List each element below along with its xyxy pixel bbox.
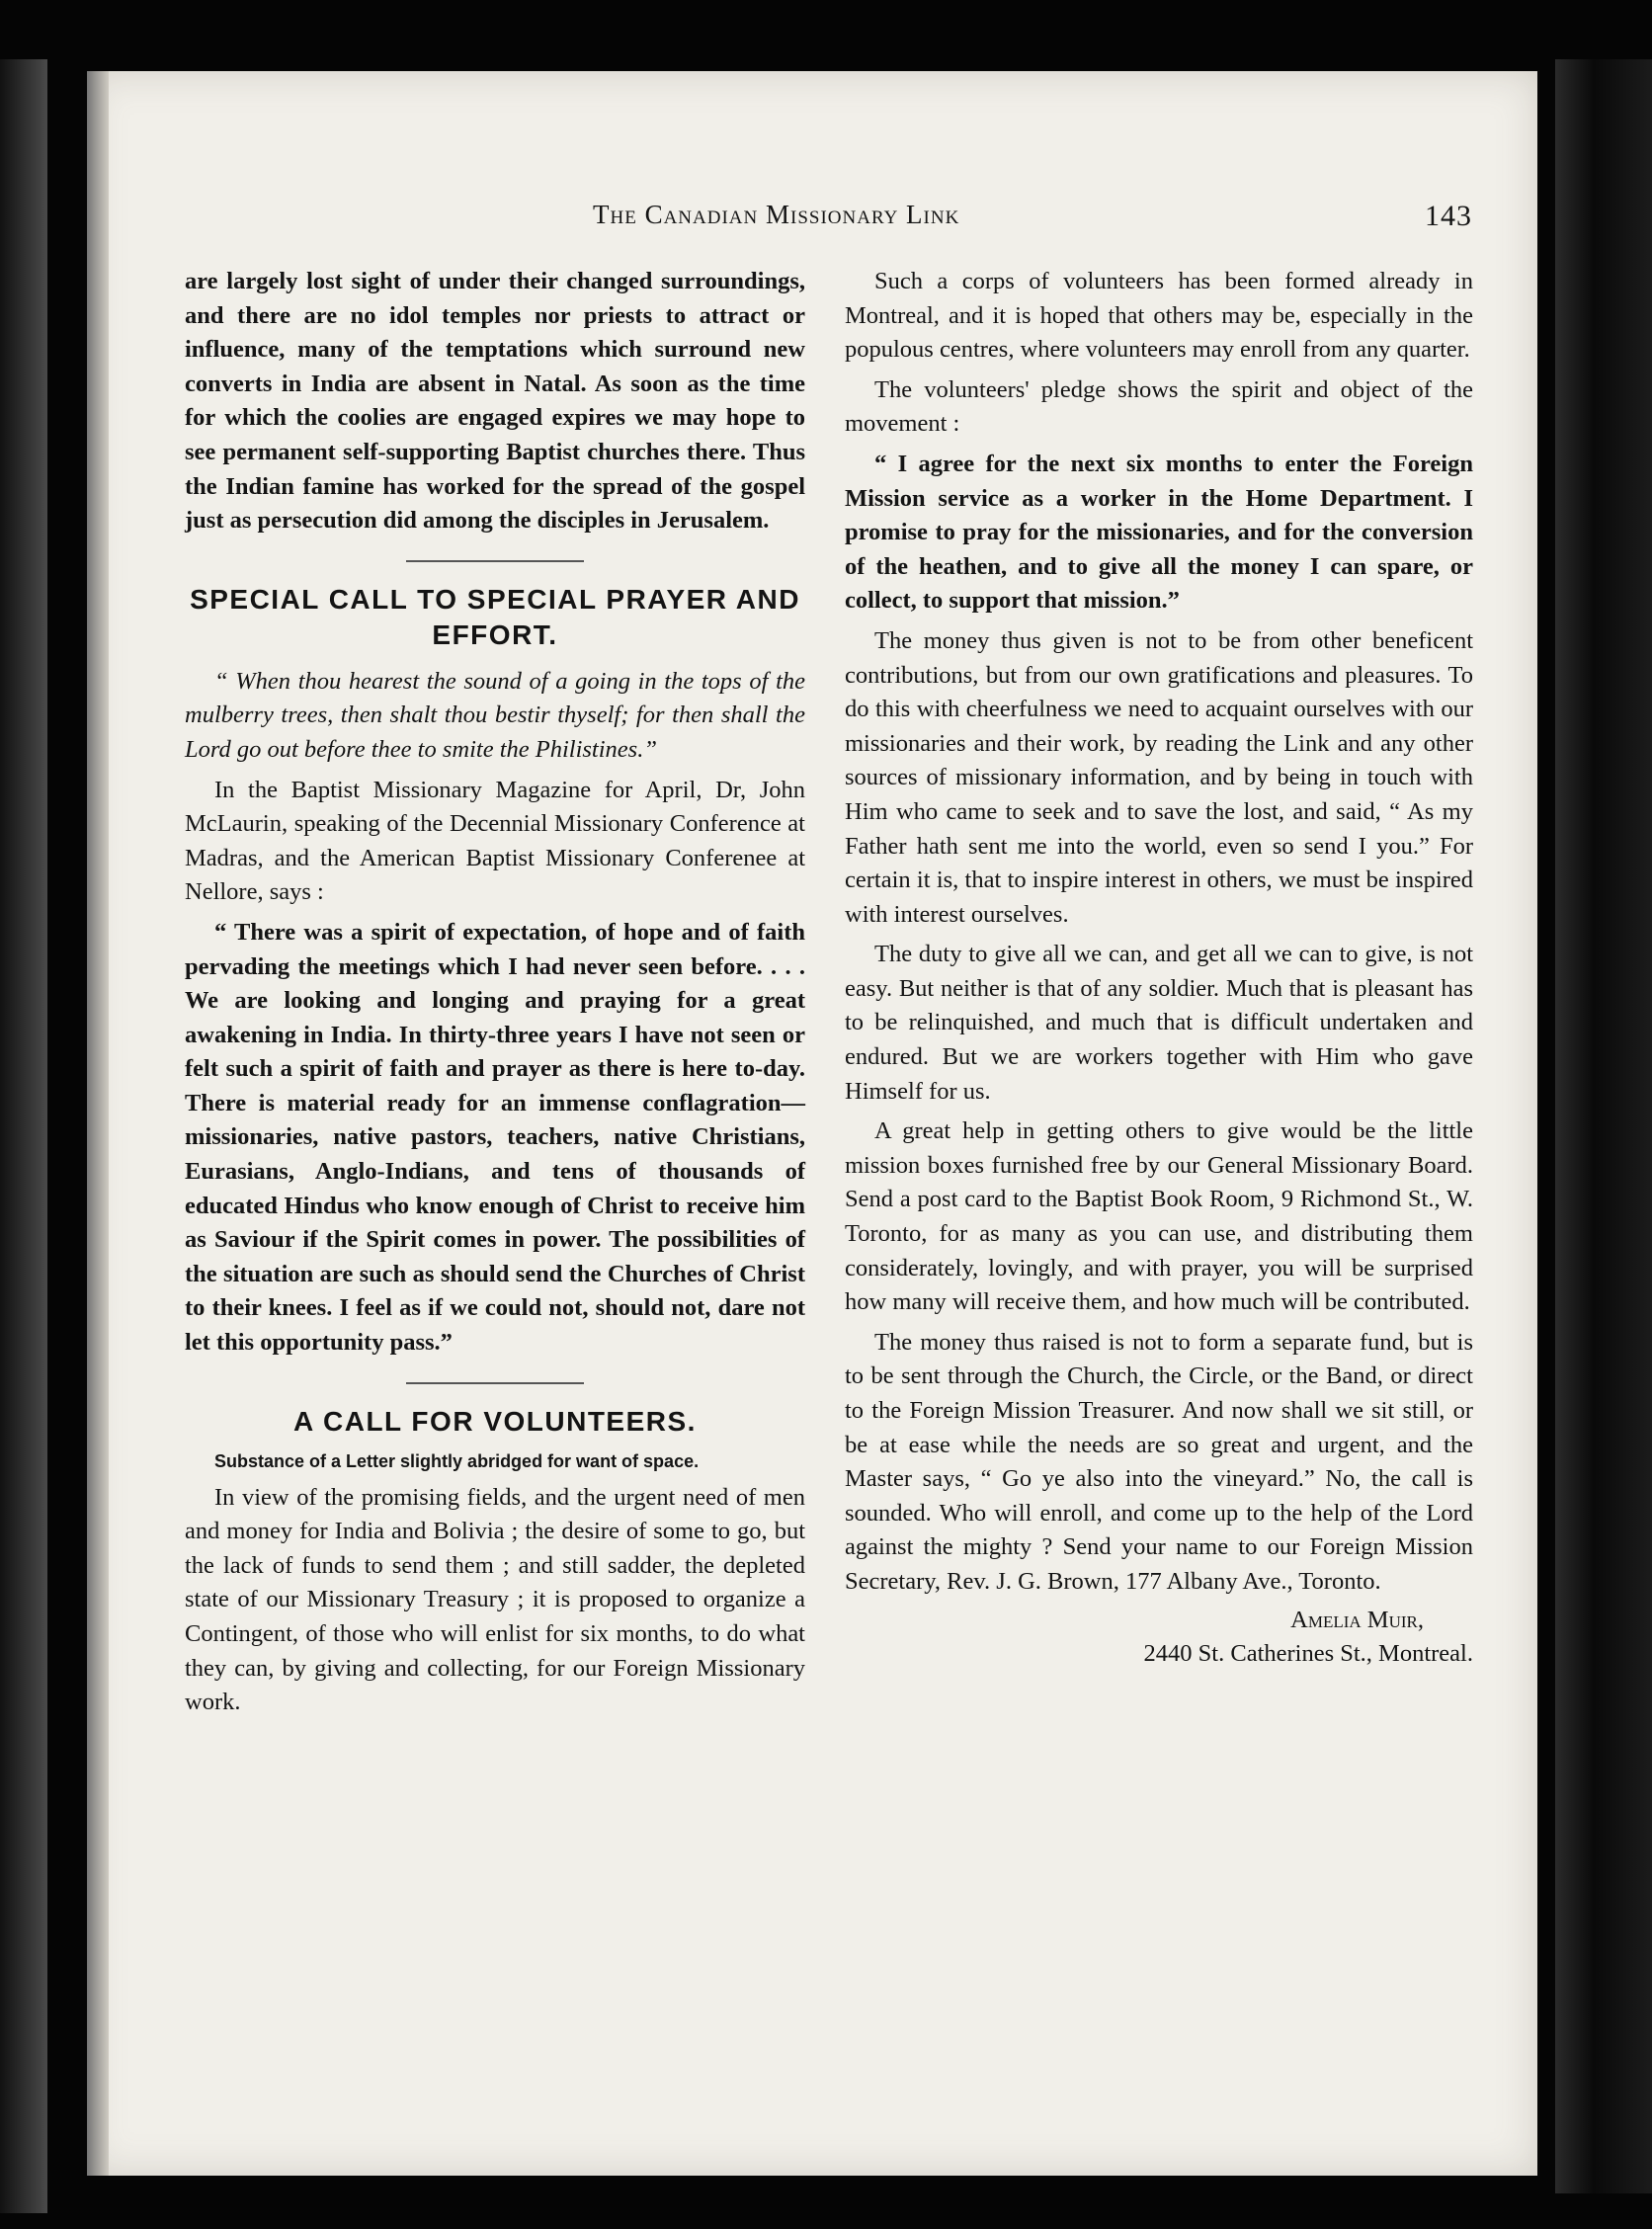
page-number: 143: [1425, 200, 1472, 232]
paragraph: In the Baptist Missionary Magazine for April, Dr, John McLaurin, speaking of the Decennial Missionary Conference at Madras, and the American Baptist Missionary Conferenee at Nellore, says :: [185, 776, 805, 906]
pledge-quote: “ I agree for the next six months to enter the Foreign Mission service as a worker in the Home Department. I promise to pray for the missionaries, and for the conversion of the heathen, and to give all the money I can spare, or collect, to support that mission.”: [845, 450, 1473, 615]
paragraph: A great help in getting others to give would be the little mission boxes furnished free by our General Missionary Board. Send a post card to the Baptist Book Room, 9 Richmond St., W. Toronto, for as many as you can use, and distributing them considerately, lovingly, and with prayer, you will be surprised how many will receive them, and how much will be contributed.: [845, 1117, 1473, 1316]
paragraph: The money thus given is not to be from other beneficent contributions, but from our own gratifications and pleasures. To do this with cheerfulness we need to acquaint ourselves with our missionaries and their work, by reading the Link and any other sources of missionary information, and by being in touch with Him who came to seek and to save the lost, and said, “ As my Father hath sent me into the world, even so send I you.” For certain it is, that to inspire interest in others, we must be inspired with interest ourselves.: [845, 626, 1473, 928]
section-divider: [406, 560, 584, 562]
paragraph: The money thus raised is not to form a separate fund, but is to be sent through the Church, the Circle, or the Band, or direct to the Foreign Mission Treasurer. And now shall we sit still, or be at ease while the needs are so great and urgent, and the Master says, “ Go ye also into the vineyard.” No, the call is sounded. Who will enroll, and come up to the help of the Lord against the mighty ? Send your name to our Foreign Mission Secretary, Rev. J. G. Brown, 177 Albany Ave., Toronto.: [845, 1328, 1473, 1595]
signature-address: 2440 St. Catherines St., Montreal.: [1143, 1640, 1473, 1668]
paragraph: The volunteers' pledge shows the spirit and object of the movement :: [845, 375, 1473, 438]
book-left-edge: [0, 59, 47, 2213]
section-heading: SPECIAL CALL TO SPECIAL PRAYER AND EFFORT.: [190, 583, 800, 650]
subheading: Substance of a Letter slightly abridged for want of space.: [214, 1450, 700, 1471]
signature-name: Amelia Muir,: [1290, 1606, 1424, 1633]
signature: [845, 1604, 1473, 1672]
paragraph: are largely lost sight of under their changed surroundings, and there are no idol temples nor priests to attract or influence, many of the temptations which surround new converts in India are absent in Natal. As soon as the time for which the coolies are engaged expires we may hope to see permanent self-supporting Baptist churches there. Thus the Indian famine has worked for the spread of the gospel just as persecution did among the disciples in Jerusalem.: [185, 268, 805, 535]
section-heading: A CALL FOR VOLUNTEERS.: [293, 1405, 697, 1437]
paragraph: In view of the promising fields, and the urgent need of men and money for India and Bolivia ; the desire of some to go, but the lack of funds to send them ; and still sadder, the depleted state of our Missionary Treasury ; it is proposed to organize a Contingent, of those who will enlist for six months, to do what they can, by giving and collecting, for our Foreign Missionary work.: [185, 1483, 805, 1716]
left-column: [185, 265, 805, 1720]
scripture-quote: “ When thou hearest the sound of a going in the tops of the mulberry trees, then shalt thou bestir thyself; for then shall the Lord go out before thee to smite the Philistines.”: [185, 667, 805, 763]
section-divider: [406, 1382, 584, 1384]
journal-title: The Canadian Missionary Link: [593, 200, 960, 229]
book-spine: [1555, 59, 1652, 2193]
running-header: [593, 200, 1472, 239]
right-column: [845, 265, 1473, 1672]
paragraph: Such a corps of volunteers has been formed already in Montreal, and it is hoped that others may be, especially in the populous centres, where volunteers may enroll from any quarter.: [845, 268, 1473, 364]
paragraph: The duty to give all we can, and get all we can to give, is not easy. But neither is that of any soldier. Much that is pleasant has to be relinquished, and much that is difficult undertaken and endured. But we are workers together with Him who gave Himself for us.: [845, 941, 1473, 1105]
paragraph: “ There was a spirit of expectation, of hope and of faith pervading the meetings which I had never seen before. . . . We are looking and longing and praying for a great awakening in India. In thirty-three years I have not seen or felt such a spirit of faith and prayer as there is here to-day. There is material ready for an immense conflagration—missionaries, native pastors, teachers, native Christians, Eurasians, Anglo-Indians, and tens of thousands of educated Hindus who know enough of Christ to receive him as Saviour if the Spirit comes in power. The possibilities of the situation are such as should send the Churches of Christ to their knees. I feel as if we could not, should not, dare not let this opportunity pass.”: [185, 918, 805, 1357]
